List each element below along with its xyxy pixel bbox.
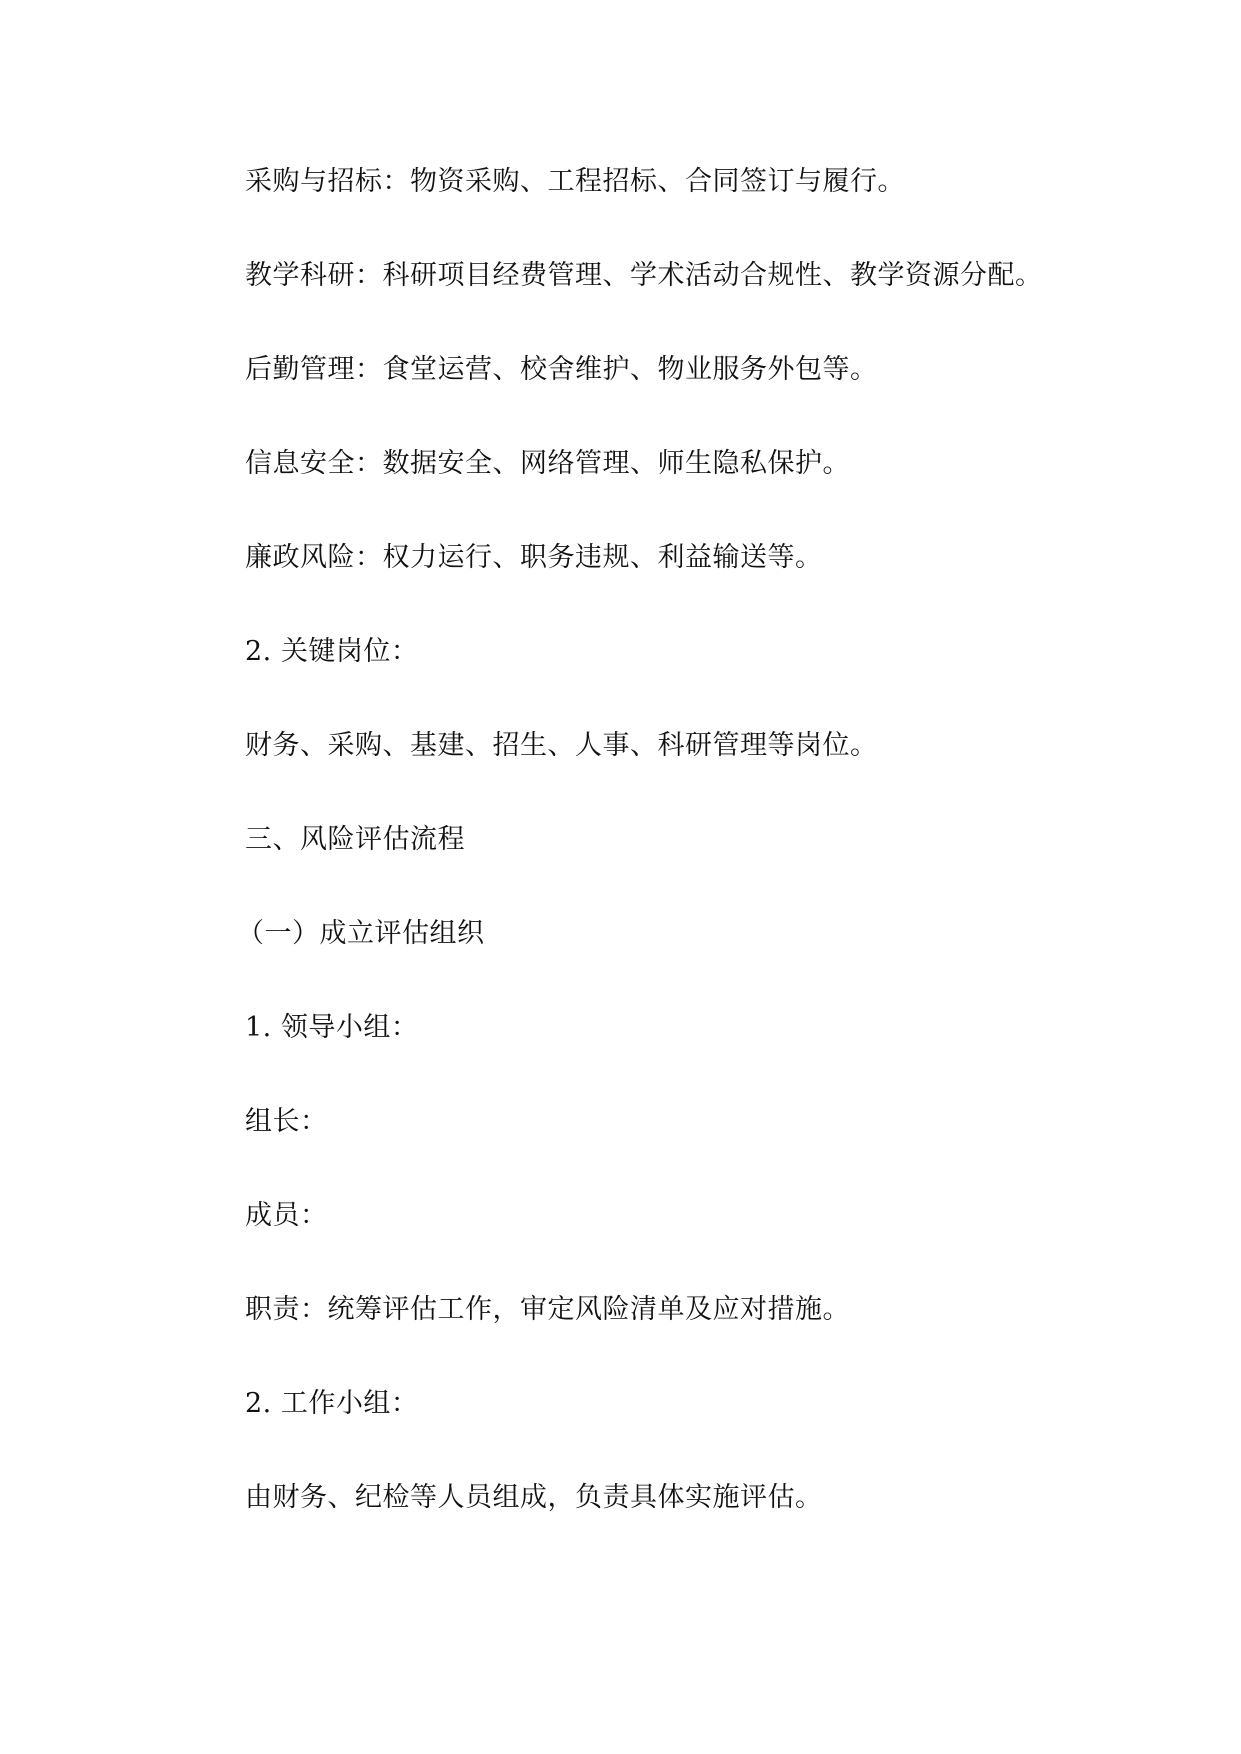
paragraph-logistics: 后勤管理：食堂运营、校舍维护、物业服务外包等。 [245, 354, 878, 385]
section-heading-assessment-process: 三、风险评估流程 [245, 824, 465, 855]
heading-working-group: 2. 工作小组： [245, 1388, 419, 1419]
paragraph-responsibilities: 职责：统筹评估工作，审定风险清单及应对措施。 [245, 1294, 850, 1325]
paragraph-integrity-risk: 廉政风险：权力运行、职务违规、利益输送等。 [245, 542, 823, 573]
paragraph-teaching-research: 教学科研：科研项目经费管理、学术活动合规性、教学资源分配。 [245, 260, 1043, 291]
paragraph-procurement: 采购与招标：物资采购、工程招标、合同签订与履行。 [245, 166, 905, 197]
field-group-leader: 组长： [245, 1106, 328, 1137]
subsection-heading-organization: （一）成立评估组织 [237, 918, 485, 949]
paragraph-working-group-composition: 由财务、纪检等人员组成，负责具体实施评估。 [245, 1482, 823, 1513]
paragraph-positions-list: 财务、采购、基建、招生、人事、科研管理等岗位。 [245, 730, 878, 761]
heading-leading-group: 1. 领导小组： [245, 1012, 419, 1043]
heading-key-positions: 2. 关键岗位： [245, 636, 419, 667]
field-members: 成员： [245, 1200, 328, 1231]
paragraph-info-security: 信息安全：数据安全、网络管理、师生隐私保护。 [245, 448, 850, 479]
